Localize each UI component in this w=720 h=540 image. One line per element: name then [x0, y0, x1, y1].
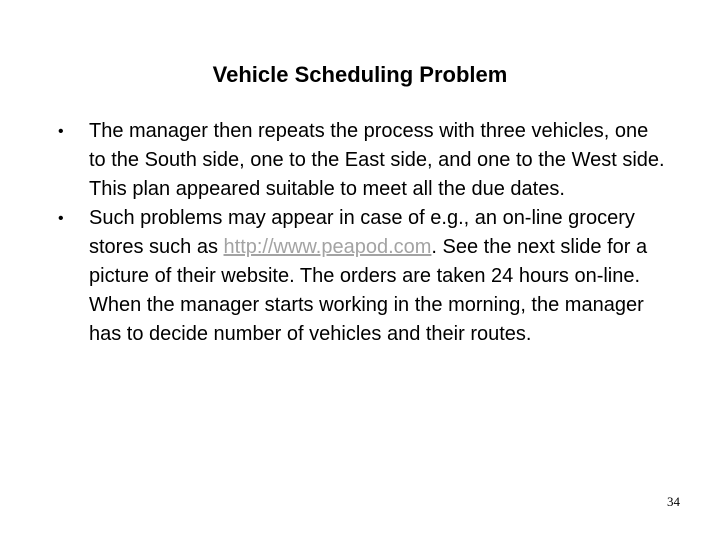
- bullet-text: The manager then repeats the process with three vehicles, one to the South side, one to the East side, and one to the West side. This plan appeared suitable to meet all the due dates.: [89, 120, 665, 200]
- bullet-text-after-link: . See the next slide for a picture of their website. The orders are taken 24 hours on-line. When the manager starts working in the morning, the manager has to decide number of vehicles and their routes.: [89, 236, 648, 345]
- bullet-item-2: [58, 204, 668, 349]
- bullet-marker: •: [58, 123, 64, 140]
- bullet-marker: •: [58, 210, 64, 227]
- bullet-item-1: [58, 117, 668, 204]
- peapod-link[interactable]: http://www.peapod.com: [223, 236, 432, 258]
- bullet-list: [58, 117, 668, 349]
- page-number: 34: [667, 494, 680, 509]
- slide-title: Vehicle Scheduling Problem: [212, 62, 508, 87]
- bullet-text-before-link: Such problems may appear in case of e.g., an on-line grocery stores such as: [89, 207, 635, 258]
